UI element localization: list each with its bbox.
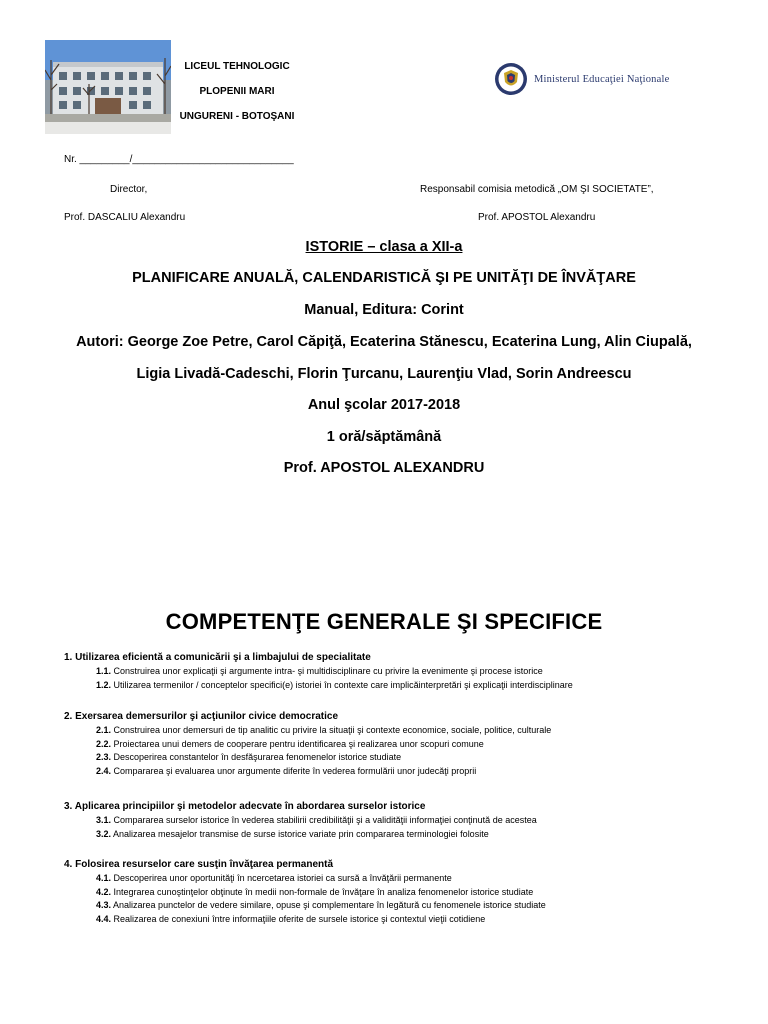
competency-item: 2.3. Descoperirea constantelor în desfăşurarea fenomenelor istorice studiate <box>96 752 402 762</box>
competency-item: 3.2. Analizarea mesajelor transmise de surse istorice variate prin compararea terminologiei folosite <box>96 828 489 839</box>
competency-item: 2.2. Proiectarea unui demers de cooperare pentru identificarea şi realizarea unor scopuri comune <box>96 738 484 749</box>
director-name: Prof. DASCALIU Alexandru <box>64 212 186 223</box>
school-line-1: LICEUL TEHNOLOGIC <box>184 61 290 72</box>
responsabil-label: Responsabil comisia metodică „OM ŞI SOCIETATE”, <box>420 184 654 195</box>
school-photo <box>45 40 171 134</box>
school-year: Anul şcolar 2017-2018 <box>307 397 461 413</box>
competency-item: 3.1. Compararea surselor istorice în vederea stabilirii credibilităţii şi a validităţii informaţiei conţinută de acestea <box>96 815 537 825</box>
school-name <box>172 54 302 129</box>
ministry-name: Ministerul Educaţiei Naţionale <box>534 73 670 85</box>
plan-title: PLANIFICARE ANUALĂ, CALENDARISTICĂ ŞI PE UNITĂŢI DE ÎNVĂŢARE <box>132 270 636 286</box>
competency-item: 4.2. Integrarea cunoştinţelor obţinute în medii non-formale de învăţare în analiza fenomenelor istorice studiate <box>96 886 534 897</box>
competency-item: 2.4. Compararea şi evaluarea unor argumente diferite în vederea formulării unor judecăţi proprii <box>96 765 477 776</box>
competency-group-4 <box>64 858 724 926</box>
ministry-seal-icon <box>494 62 528 96</box>
competency-item: 4.1. Descoperirea unor oportunităţi în ncercetarea istoriei ca sursă a învăţării permanente <box>96 873 452 883</box>
competency-group-3 <box>64 800 724 841</box>
competency-item: 4.4. Realizarea de conexiuni între informaţiile oferite de sursele istorice şi contextul vieţii cotidiene <box>96 913 486 924</box>
competente-title: COMPETENŢE GENERALE ŞI SPECIFICE <box>165 609 603 634</box>
responsabil-name: Prof. APOSTOL Alexandru <box>478 212 596 223</box>
competency-heading: 4. Folosirea resurselor care susţin învăţarea permanentă <box>64 859 334 870</box>
authors-line-1: Autori: George Zoe Petre, Carol Căpiţă, Ecaterina Stănescu, Ecaterina Lung, Alin Ciupală, <box>76 334 692 350</box>
competency-heading: 1. Utilizarea eficientă a comunicării şi a limbajului de specialitate <box>64 652 371 663</box>
manual-line: Manual, Editura: Corint <box>304 302 464 318</box>
hours-per-week: 1 oră/săptămână <box>326 429 442 445</box>
competency-item: 2.1. Construirea unor demersuri de tip analitic cu privire la situaţii şi contexte economice, sociale, politice, culturale <box>96 725 552 735</box>
competency-item: 1.2. Utilizarea termenilor / conceptelor specifici(e) istoriei în contexte care implicăinterpretări şi explicaţii interdisciplinare <box>96 679 573 690</box>
competency-heading: 2. Exersarea demersurilor şi acţiunilor civice democratice <box>64 711 339 722</box>
subject-title: ISTORIE – clasa a XII-a <box>305 239 463 255</box>
competency-item: 1.1. Construirea unor explicaţii şi argumente intra- şi multidisciplinare cu privire la evenimente şi procese istorice <box>96 666 543 676</box>
ministry-logo <box>494 62 669 96</box>
teacher-name: Prof. APOSTOL ALEXANDRU <box>283 460 485 476</box>
school-line-3: UNGURENI - BOTOŞANI <box>179 111 295 122</box>
school-line-2: PLOPENII MARI <box>199 86 275 97</box>
competency-group-2 <box>64 710 724 778</box>
competency-group-1 <box>64 651 724 692</box>
competency-item: 4.3. Analizarea punctelor de vedere similare, opuse şi complementare în legătură cu fenomenele istorice studiate <box>96 900 546 910</box>
authors-line-2: Ligia Livadă-Cadeschi, Florin Ţurcanu, Laurenţiu Vlad, Sorin Andreescu <box>136 366 632 382</box>
competency-heading: 3. Aplicarea principiilor şi metodelor adecvate în abordarea surselor istorice <box>64 801 426 812</box>
registration-number: Nr. _________/_____________________________ <box>64 154 294 165</box>
director-label: Director, <box>110 184 148 195</box>
